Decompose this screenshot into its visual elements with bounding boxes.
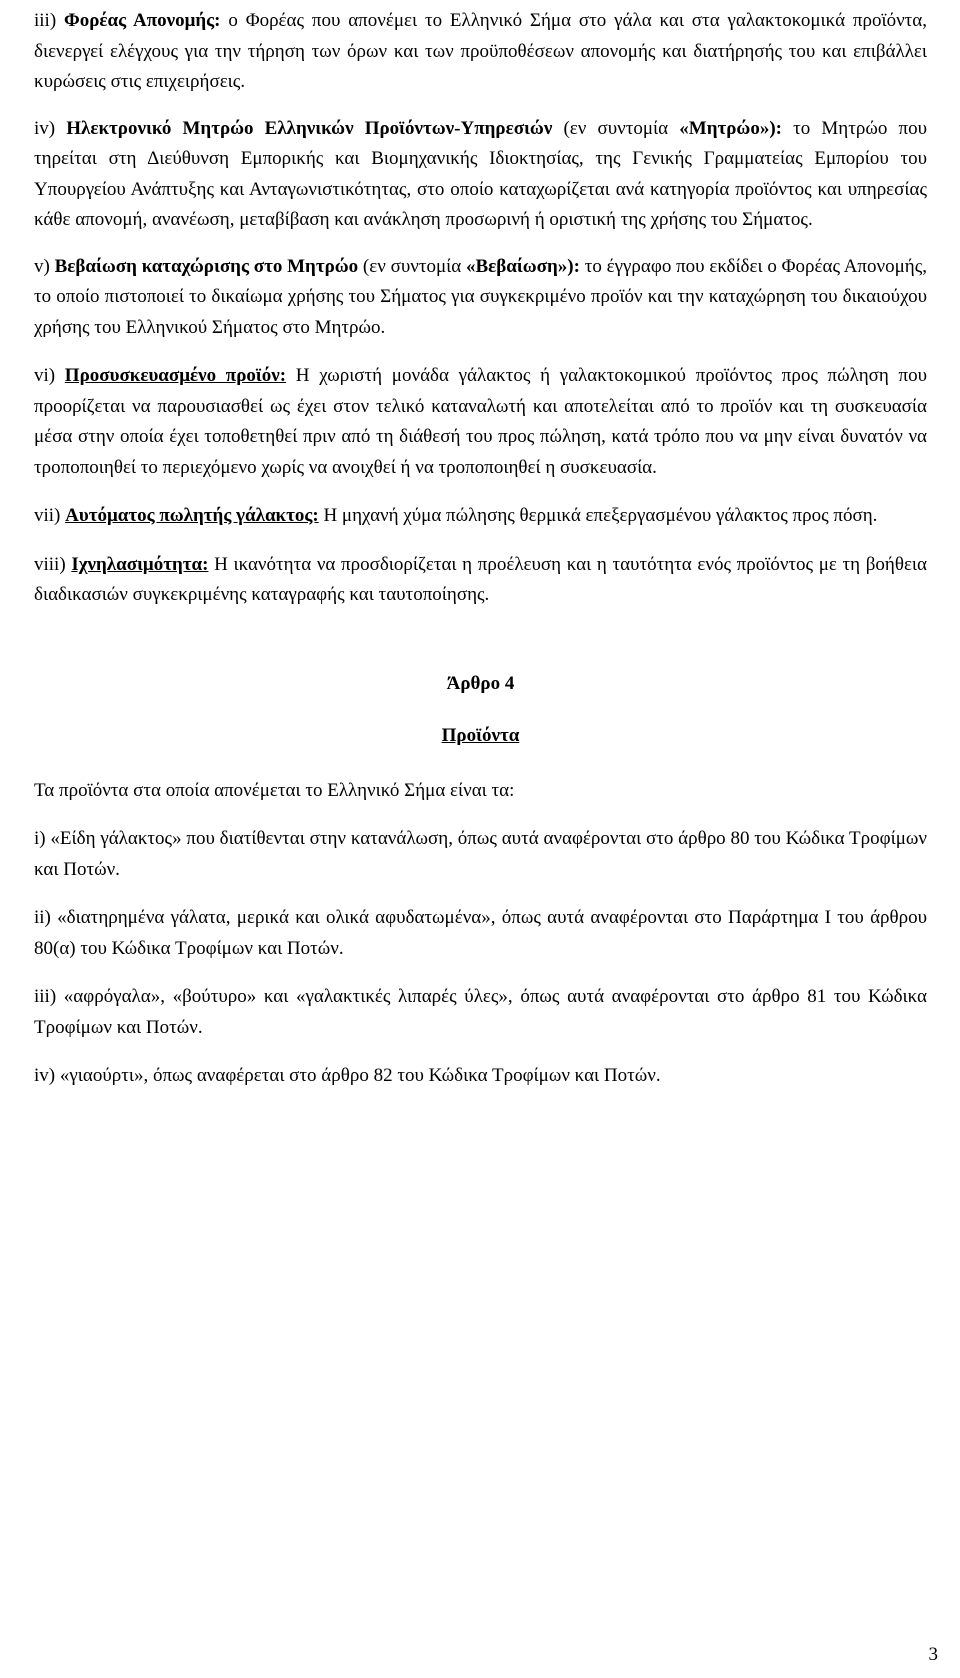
article-heading: Άρθρο 4 xyxy=(446,672,515,694)
definition-term: Βεβαίωση καταχώρισης στο Μητρώο xyxy=(54,255,359,277)
definition-iv xyxy=(34,114,927,236)
page-number: 3 xyxy=(928,1644,938,1665)
article-intro: Τα προϊόντα στα οποία απονέμεται το Ελληνικό Σήμα είναι τα: xyxy=(34,779,515,801)
definition-number: vii) xyxy=(34,505,66,526)
definition-number: iv) xyxy=(34,117,67,139)
definition-text: το Μητρώο που τηρείται στη Διεύθυνση Εμπορικής και Βιομηχανικής Ιδιοκτησίας, της Γενικής Γραμματείας Εμπορίου του Υπουργείου Ανάπτυξης και Ανταγωνιστικότητας, στο οποίο καταχωρίζεται ανά κατηγορία προϊόντος και υπηρεσίας κάθε απονομή, ανανέωση, μεταβίβαση και ανάκληση προσωρινή ή οριστική της χρήσης του Σήματος. xyxy=(34,117,928,230)
definition-text: το έγγραφο που εκδίδει ο Φορέας Απονομής, το οποίο πιστοποιεί το δικαίωμα χρήσης του Σήματος για συγκεκριμένο προϊόν και την καταχώρηση του δικαιούχου χρήσης του Ελληνικού Σήματος στο Μητρώο. xyxy=(34,255,927,338)
definition-number: viii) xyxy=(34,553,72,575)
product-item-iv: iv) «γιαούρτι», όπως αναφέρεται στο άρθρο 82 του Κώδικα Τροφίμων και Ποτών. xyxy=(34,1065,661,1086)
definition-text: Η μηχανή χύμα πώλησης θερμικά επεξεργασμένου γάλακτος προς πόση. xyxy=(318,505,878,526)
definition-mid: (εν συντομία xyxy=(358,255,466,277)
definition-term: Αυτόματος πωλητής γάλακτος: xyxy=(65,505,319,526)
definition-mid: (εν συντομία xyxy=(552,117,680,139)
definition-vii xyxy=(34,501,927,532)
definition-number: v) xyxy=(34,255,55,277)
definition-term: Ηλεκτρονικό Μητρώο Ελληνικών Προϊόντων-Υπηρεσιών xyxy=(66,117,553,139)
product-item-iii: iii) «αφρόγαλα», «βούτυρο» και «γαλακτικές λιπαρές ύλες», όπως αυτά αναφέρονται στο άρθρο 81 του Κώδικα Τροφίμων και Ποτών. xyxy=(34,986,927,1038)
definition-number: iii) xyxy=(34,10,65,31)
definition-term: Ιχνηλασιμότητα: xyxy=(71,553,209,575)
definition-short-name: «Μητρώο»): xyxy=(679,117,782,139)
definition-v xyxy=(34,252,927,344)
definition-iii xyxy=(34,6,927,98)
product-item-i: i) «Είδη γάλακτος» που διατίθενται στην κατανάλωση, όπως αυτά αναφέρονται στο άρθρο 80 του Κώδικα Τροφίμων και Ποτών. xyxy=(34,828,927,880)
definition-term: Προσυσκευασμένο προϊόν: xyxy=(64,365,287,386)
definition-text: Η ικανότητα να προσδιορίζεται η προέλευση και η ταυτότητα ενός προϊόντος με τη βοήθεια διαδικασιών συγκεκριμένης καταγραφής και ταυτοποίησης. xyxy=(34,553,927,605)
article-subheading xyxy=(34,721,927,752)
definition-viii xyxy=(34,550,927,611)
article-subheading-text: Προϊόντα xyxy=(441,725,520,746)
definition-term: Φορέας Απονομής: xyxy=(64,10,221,31)
document-page xyxy=(34,6,927,1092)
product-item-ii: ii) «διατηρημένα γάλατα, μερικά και ολικά αφυδατωμένα», όπως αυτά αναφέρονται στο Παράρτημα Ι του άρθρου 80(α) του Κώδικα Τροφίμων και Ποτών. xyxy=(34,907,927,959)
definition-text: Η χωριστή μονάδα γάλακτος ή γαλακτοκομικού προϊόντος προς πώληση που προορίζεται να παρουσιασθεί ως έχει στον τελικό καταναλωτή και αποτελείται από το προϊόν και τη συσκευασία μέσα στην οποία έχει τοποθετηθεί πριν από τη διάθεσή του προς πώληση, κατά τρόπο που να μην είναι δυνατόν να τροποποιηθεί το περιεχόμενο χωρίς να ανοιχθεί ή να τροποποιηθεί η συσκευασία. xyxy=(34,365,927,478)
definition-vi xyxy=(34,361,927,483)
definition-short-name: «Βεβαίωση»): xyxy=(466,255,580,277)
definition-text: ο Φορέας που απονέμει το Ελληνικό Σήμα στο γάλα και στα γαλακτοκομικά προϊόντα, διενεργεί ελέγχους για την τήρηση των όρων και των προϋποθέσεων απονομής και διατήρησής του και επιβάλλει κυρώσεις στις επιχειρήσεις. xyxy=(34,10,927,92)
definition-number: vi) xyxy=(34,365,65,386)
